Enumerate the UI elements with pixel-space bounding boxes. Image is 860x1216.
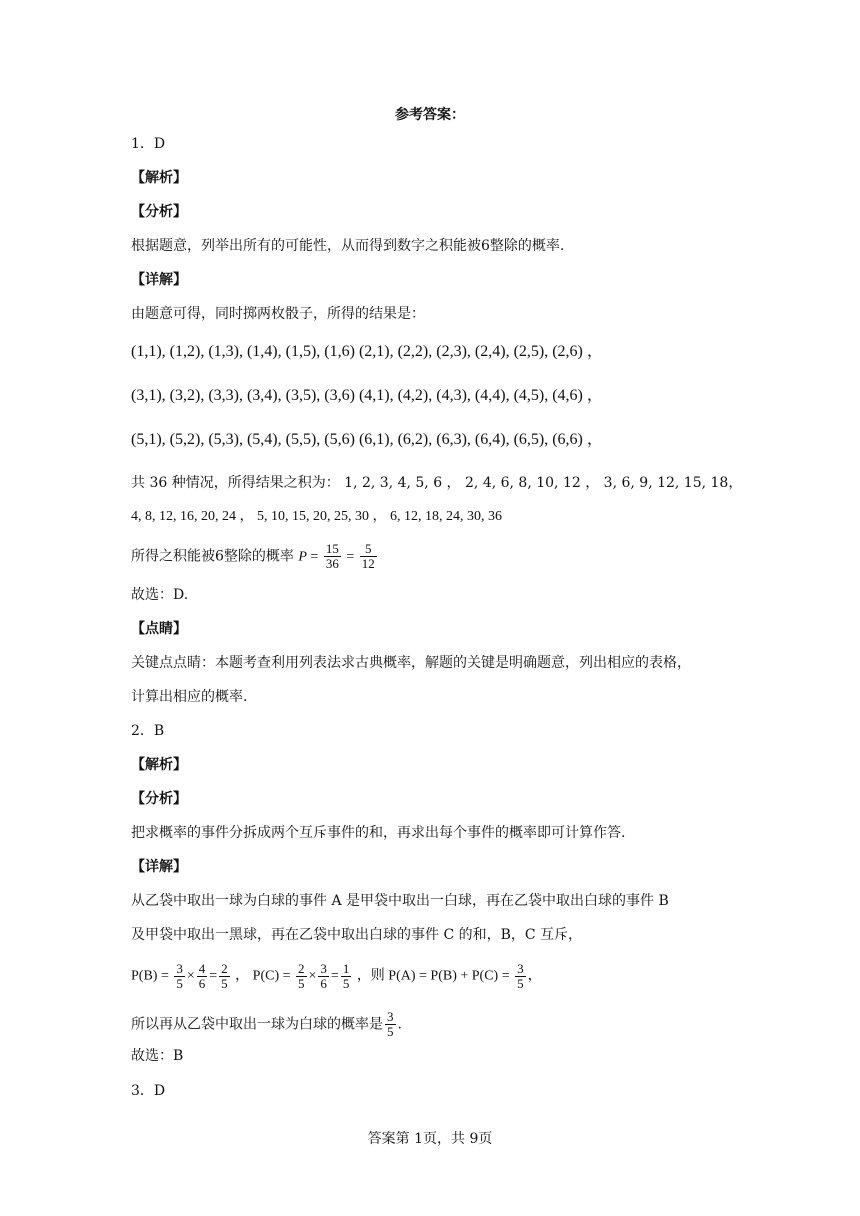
- q1-prob-symbol: P: [298, 549, 307, 565]
- q2-fraction-3-6: $\frac{3}{6}$: [320, 961, 327, 991]
- q1-number: 1．D: [131, 136, 166, 152]
- q1-fraction-5-12: $\frac{5}{12}$: [361, 541, 375, 571]
- q1-xiangjie-intro: 由题意可得，同时掷两枚骰子，所得的结果是：: [131, 306, 425, 322]
- q2-fenxi-text: 把求概率的事件分拆成两个互斥事件的和，再求出每个事件的概率即可计算作答.: [131, 825, 626, 841]
- q1-pairs-row-1: (1,1), (1,2), (1,3), (1,4), (1,5), (1,6) (2,1), (2,2), (2,3), (2,4), (2,5), (2,6) ，: [131, 343, 603, 360]
- q2-xiangjie-heading: 【详解】: [131, 859, 187, 875]
- page-title: 参考答案：: [395, 107, 465, 123]
- q3-number: 3．D: [131, 1083, 166, 1099]
- q1-dianjing-heading: 【点睛】: [131, 621, 187, 637]
- q2-fraction-3-5-result: $\frac{3}{5}$: [517, 961, 524, 991]
- q1-dianjing-text-2: 计算出相应的概率.: [131, 689, 248, 705]
- q1-fenxi-text: 根据题意，列举出所有的可能性，从而得到数字之积能被6整除的概率.: [131, 238, 565, 254]
- page-footer: 答案第 1页，共 9页: [367, 1131, 493, 1147]
- q1-products-line-1: 共 36 种情况，所得结果之积为： 1, 2, 3, 4, 5, 6 ， 2, 4, 6, 8, 10, 12 ， 3, 6, 9, 12, 15, 18，: [131, 475, 743, 491]
- q2-fraction-2-5: $\frac{2}{5}$: [221, 961, 228, 991]
- q1-xiangjie-heading: 【详解】: [131, 272, 187, 288]
- q1-pairs-row-2: (3,1), (3,2), (3,3), (3,4), (3,5), (3,6) (4,1), (4,2), (4,3), (4,4), (4,5), (4,6) ，: [131, 387, 603, 404]
- q2-fraction-3-5: $\frac{3}{5}$: [176, 961, 183, 991]
- q1-prob-prefix: 所得之积能被6整除的概率: [131, 548, 299, 565]
- q2-conclusion: 所以再从乙袋中取出一球为白球的概率是 $\frac{3}{5}$ .: [131, 1009, 402, 1039]
- q1-pairs-row-3: (5,1), (5,2), (5,3), (5,4), (5,5), (5,6) (6,1), (6,2), (6,3), (6,4), (6,5), (6,6) ，: [131, 431, 603, 448]
- q2-pb-label: P(B) =: [131, 968, 169, 984]
- q2-answer: 故选：B: [131, 1048, 184, 1064]
- q2-fenxi-heading: 【分析】: [131, 791, 187, 807]
- q2-then-text: ，则 P(A) = P(B) + P(C) =: [356, 968, 510, 984]
- q1-fenxi-heading: 【分析】: [131, 204, 187, 220]
- q1-answer: 故选：D.: [131, 587, 189, 603]
- q2-fraction-4-6: $\frac{4}{6}$: [198, 961, 206, 991]
- q2-pc-label: ， P(C) =: [235, 968, 291, 984]
- q2-formula-line: P(B) = $\frac{3}{5}$ × $\frac{4}{6}$ = $\frac{2}{5}$ ， P(C) = $\frac{2}{5}$ × $\frac{3}{6}$ = $\frac{1}{5}$ ，则 P(A) = P(B) + P(C) = $\frac{3}{5}$ ，: [131, 961, 542, 991]
- q2-fraction-2-5b: $\frac{2}{5}$: [298, 961, 305, 991]
- q1-probability-line: 所得之积能被6整除的概率 P = $\frac{15}{36}$ = $\frac{5}{12}$: [131, 541, 375, 571]
- q2-detail-1: 从乙袋中取出一球为白球的事件 A 是甲袋中取出一白球，再在乙袋中取出白球的事件 B: [131, 893, 669, 909]
- q2-number: 2．B: [131, 723, 165, 739]
- q2-detail-2: 及甲袋中取出一黑球，再在乙袋中取出白球的事件 C 的和，B，C 互斥，: [131, 927, 583, 943]
- q2-fraction-1-5: $\frac{1}{5}$: [342, 961, 350, 991]
- q1-products-line-2: 4, 8, 12, 16, 20, 24 ， 5, 10, 15, 20, 25, 30 ， 6, 12, 18, 24, 30, 36: [131, 509, 502, 524]
- q2-jiexi-heading: 【解析】: [131, 757, 187, 773]
- q1-fraction-15-36: $\frac{15}{36}$: [325, 541, 339, 571]
- q1-jiexi-heading: 【解析】: [131, 170, 187, 186]
- q2-fraction-3-5-conclusion: $\frac{3}{5}$: [387, 1009, 394, 1039]
- q1-dianjing-text-1: 关键点点睛：本题考查利用列表法求古典概率，解题的关键是明确题意，列出相应的表格，: [131, 655, 691, 671]
